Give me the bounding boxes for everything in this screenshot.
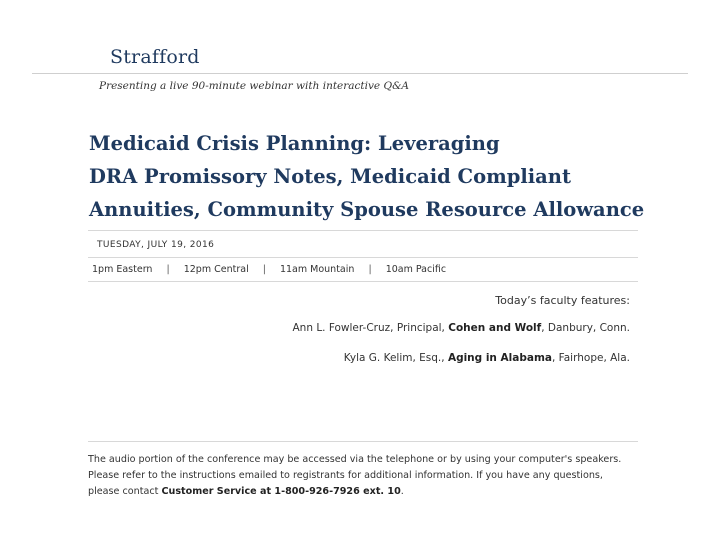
footer-divider <box>88 441 638 442</box>
time-eastern: 1pm Eastern <box>92 264 153 275</box>
footer-notice <box>88 452 628 500</box>
faculty-location: , Danbury, Conn. <box>541 322 630 334</box>
strafford-logo: Strafford <box>110 46 200 68</box>
time-pacific: 10am Pacific <box>385 264 447 275</box>
time-mountain: 11am Mountain <box>279 264 355 275</box>
times-divider <box>88 281 638 282</box>
time-separator: | <box>262 264 266 275</box>
faculty-location: , Fairhope, Ala. <box>552 352 630 364</box>
title-line-2: DRA Promissory Notes, Medicaid Compliant <box>89 165 571 188</box>
date-divider <box>88 257 638 258</box>
webinar-title <box>89 127 689 226</box>
title-line-1: Medicaid Crisis Planning: Leveraging <box>89 132 500 155</box>
header-divider <box>32 73 688 74</box>
time-separator: | <box>166 264 170 275</box>
customer-service-contact: Customer Service at 1-800-926-7926 ext. 10 <box>161 486 401 497</box>
faculty-name-role: Ann L. Fowler-Cruz, Principal, <box>292 322 449 334</box>
event-date: TUESDAY, JULY 19, 2016 <box>97 240 215 250</box>
footer-end: . <box>400 486 404 497</box>
faculty-member <box>344 352 630 364</box>
faculty-org: Aging in Alabama <box>447 352 552 364</box>
title-line-3: Annuities, Community Spouse Resource Allowance <box>89 198 645 221</box>
faculty-org: Cohen and Wolf <box>448 322 542 334</box>
faculty-member <box>292 322 630 334</box>
title-divider <box>88 230 638 231</box>
event-times <box>92 264 446 275</box>
tagline: Presenting a live 90-minute webinar with interactive Q&A <box>99 80 410 92</box>
time-central: 12pm Central <box>183 264 249 275</box>
faculty-name-role: Kyla G. Kelim, Esq., <box>343 352 448 364</box>
time-separator: | <box>368 264 372 275</box>
footer-text: The audio portion of the conference may be accessed via the telephone or by using your computer's speakers. Please refer to the instructions emailed to registrants for additional information. If you have any questions, please contact <box>88 454 622 497</box>
faculty-heading: Today’s faculty features: <box>495 294 630 307</box>
